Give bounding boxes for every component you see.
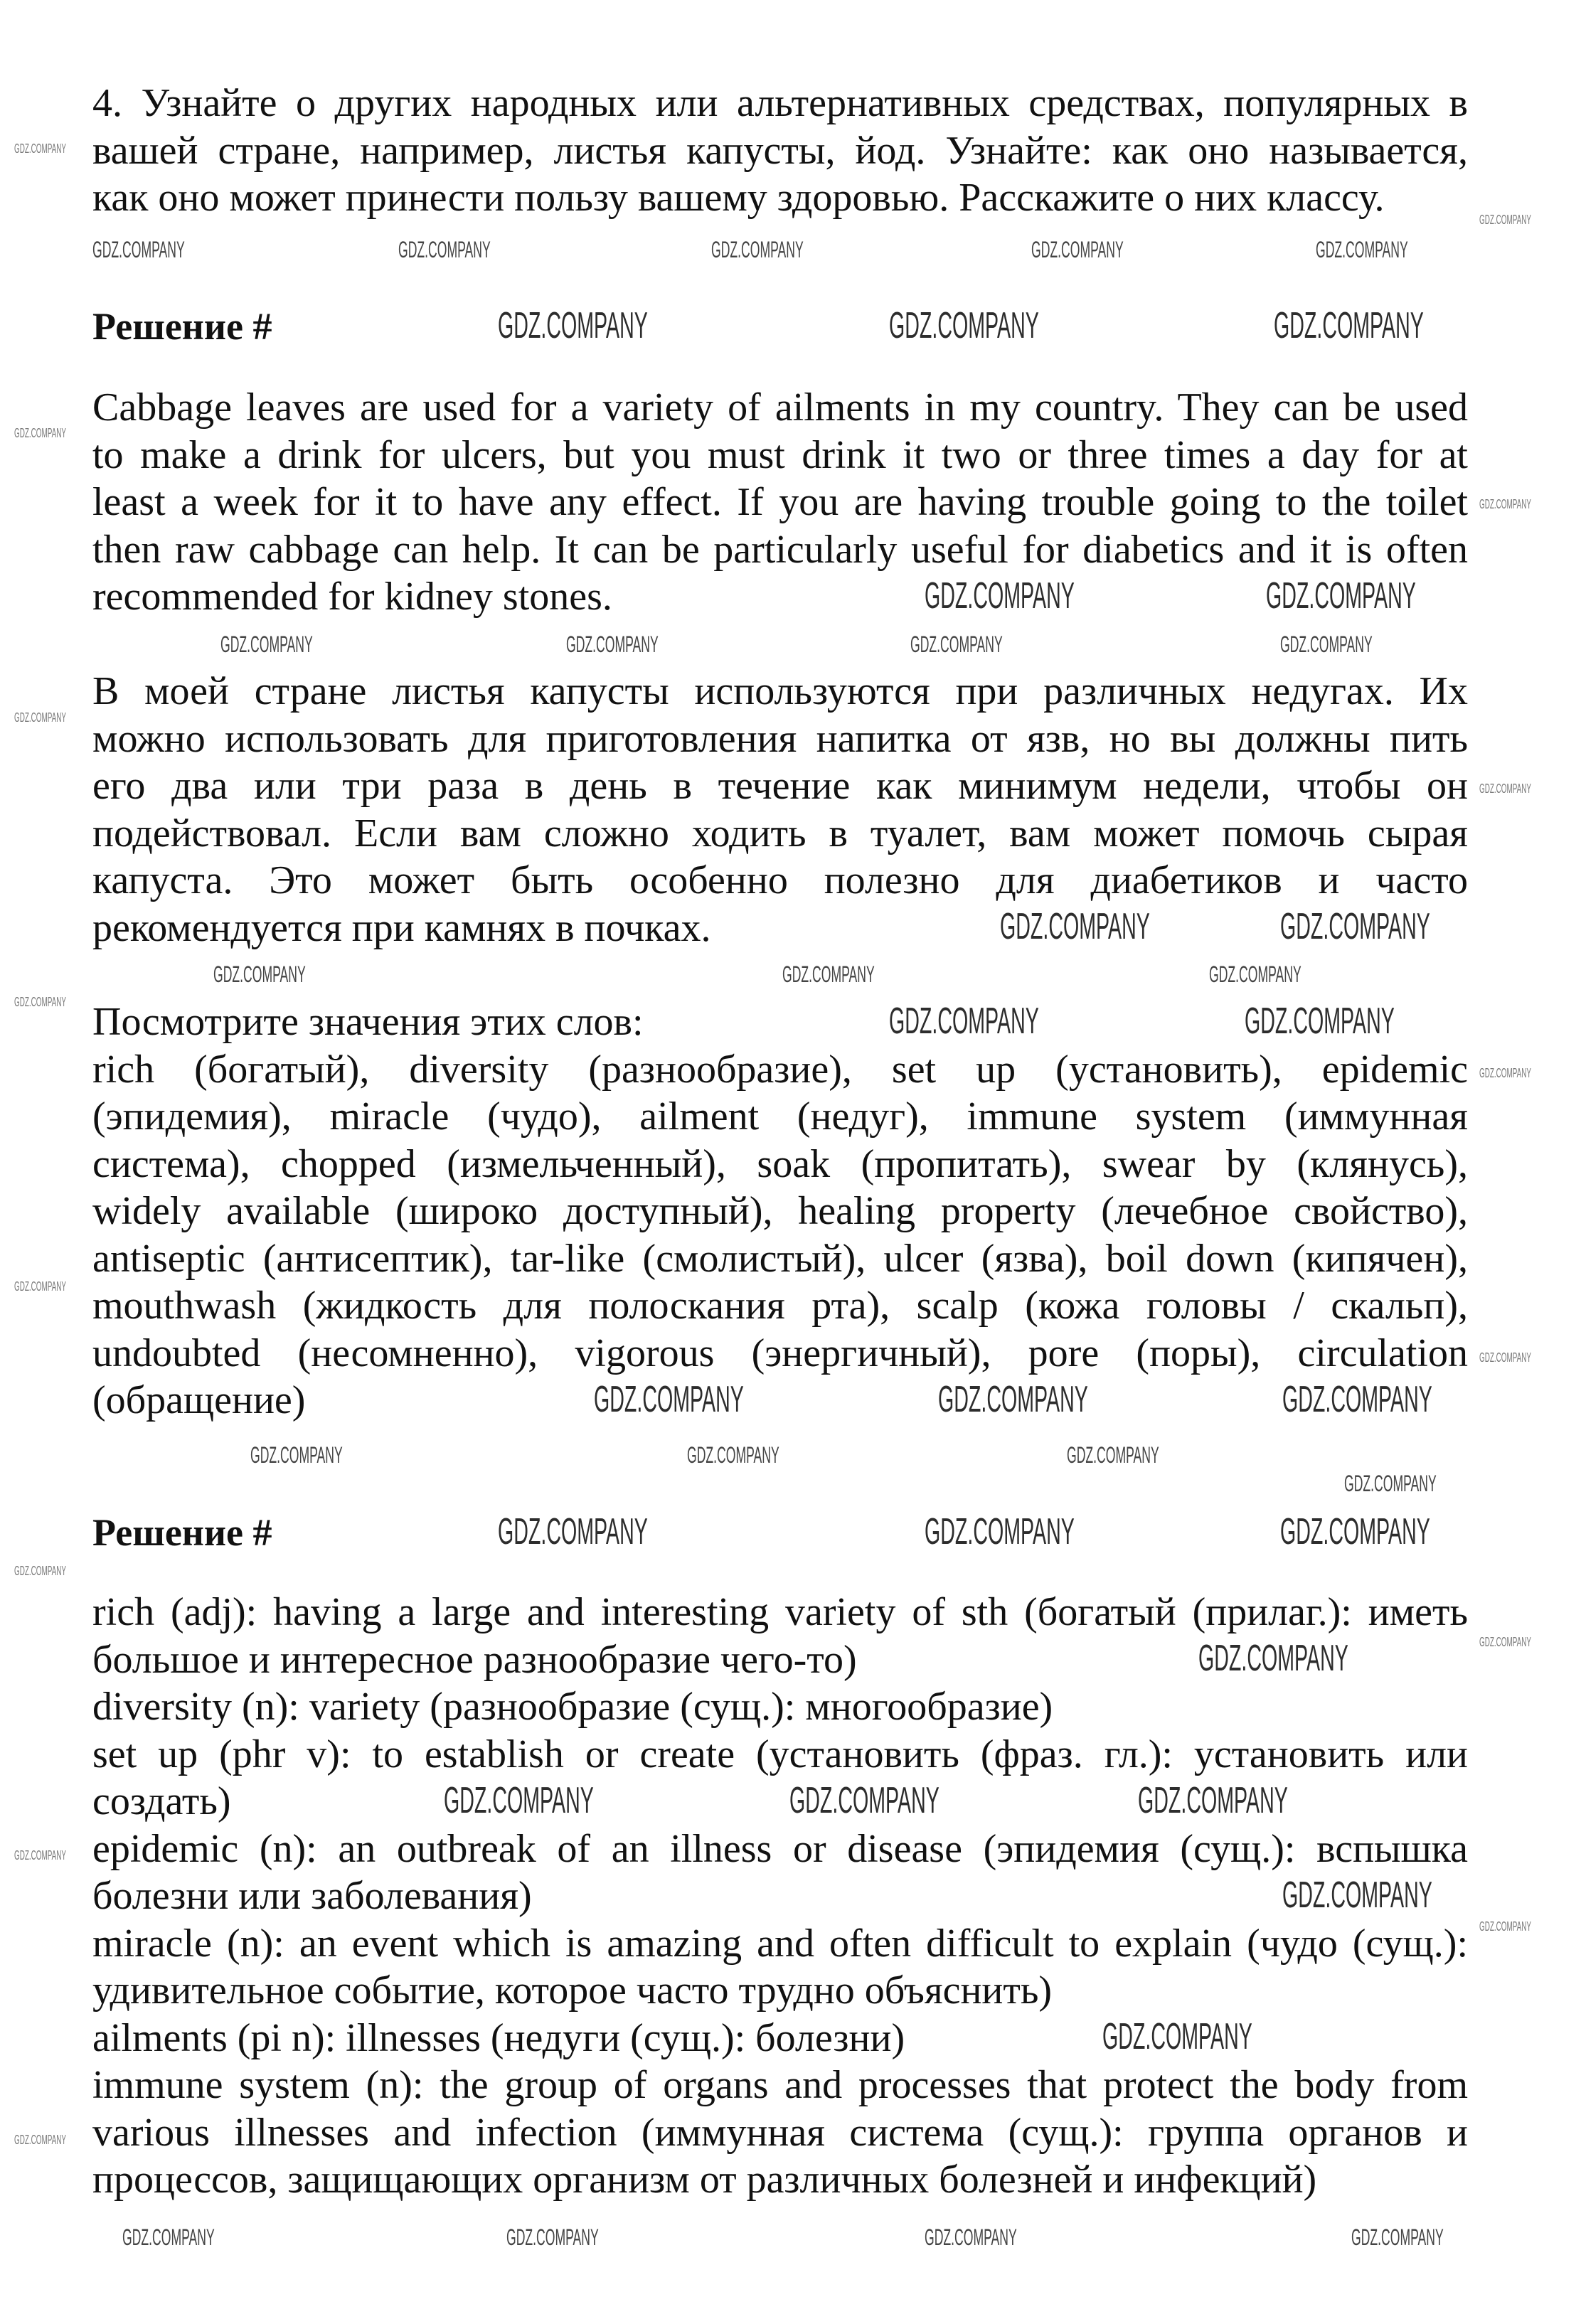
- watermark: GDZ.COMPANY: [1031, 237, 1124, 262]
- task-text: [92, 80, 1468, 222]
- text-line: процессов, защищающих организм от различных болезней и инфекций): [92, 2158, 1317, 2202]
- text-line: various illnesses and infection (иммунная система (сущ.): группа органов и: [92, 2110, 1468, 2155]
- text-line: then raw cabbage can help. It can be particularly useful for diabetics and it is often: [92, 527, 1468, 572]
- watermark: GDZ.COMPANY: [1000, 906, 1150, 947]
- text-line: diversity (n): variety (разнообразие (сущ.): многообразие): [92, 1685, 1053, 1729]
- watermark: GDZ.COMPANY: [925, 575, 1075, 617]
- text-line: least a week for it to have any effect. If you are having trouble going to the toilet: [92, 480, 1468, 524]
- watermark: GDZ.COMPANY: [498, 1511, 648, 1552]
- text-line: рекомендуется при камнях в почках.: [92, 905, 711, 950]
- watermark: GDZ.COMPANY: [1479, 1066, 1531, 1080]
- watermark: GDZ.COMPANY: [506, 2224, 599, 2250]
- text-line: set up (phr v): to establish or create (установить (фраз. гл.): установить или: [92, 1732, 1468, 1776]
- watermark: GDZ.COMPANY: [92, 237, 185, 262]
- text-line: (эпидемия), miracle (чудо), ailment (недуг), immune system (иммунная: [92, 1094, 1468, 1139]
- text-line: widely available (широко доступный), healing property (лечебное свойство),: [92, 1189, 1468, 1233]
- watermark: GDZ.COMPANY: [213, 961, 306, 987]
- text-line: mouthwash (жидкость для полоскания рта), scalp (кожа головы / скальп),: [92, 1284, 1468, 1328]
- watermark: GDZ.COMPANY: [889, 1001, 1039, 1042]
- watermark: GDZ.COMPANY: [1209, 961, 1301, 987]
- text-line: система), chopped (измельченный), soak (пропитать), swear by (клянусь),: [92, 1141, 1468, 1186]
- watermark: GDZ.COMPANY: [782, 961, 875, 987]
- watermark: GDZ.COMPANY: [1245, 1001, 1395, 1042]
- text-line: epidemic (n): an outbreak of an illness or disease (эпидемия (сущ.): вспышка: [92, 1826, 1468, 1871]
- watermark: GDZ.COMPANY: [1479, 213, 1531, 227]
- text-line: to make a drink for ulcers, but you must drink it two or three times a day for at: [92, 432, 1468, 477]
- vocab-intro: Посмотрите значения этих слов:: [92, 1000, 644, 1044]
- text-line: создать): [92, 1779, 231, 1823]
- text-line: подействовал. Если вам сложно ходить в туалет, вам может помочь сырая: [92, 811, 1468, 855]
- text-line: Cabbage leaves are used for a variety of ailments in my country. They can be used: [92, 385, 1468, 430]
- text-line: его два или три раза в день в течение как минимум недели, чтобы он: [92, 764, 1468, 808]
- watermark: GDZ.COMPANY: [1280, 1511, 1430, 1552]
- text-line: rich (богатый), diversity (разнообразие), set up (установить), epidemic: [92, 1047, 1468, 1092]
- watermark: GDZ.COMPANY: [250, 1442, 343, 1468]
- watermark: GDZ.COMPANY: [1344, 1471, 1437, 1496]
- watermark: GDZ.COMPANY: [910, 631, 1003, 657]
- text-line: можно использовать для приготовления напитка от язв, но вы должны пить: [92, 716, 1468, 761]
- solution-english-paragraph: [92, 384, 1468, 621]
- watermark: GDZ.COMPANY: [498, 305, 648, 346]
- watermark: GDZ.COMPANY: [14, 2133, 66, 2147]
- watermark: GDZ.COMPANY: [1316, 237, 1408, 262]
- watermark: GDZ.COMPANY: [14, 710, 66, 725]
- watermark: GDZ.COMPANY: [925, 1511, 1075, 1552]
- watermark: GDZ.COMPANY: [1138, 1780, 1288, 1821]
- watermark: GDZ.COMPANY: [1479, 782, 1531, 796]
- text-line: 4. Узнайте о других народных или альтернативных средствах, популярных в: [92, 81, 1468, 125]
- watermark: GDZ.COMPANY: [1479, 497, 1531, 511]
- watermark: GDZ.COMPANY: [14, 1848, 66, 1862]
- text-line: recommended for kidney stones.: [92, 575, 612, 619]
- watermark: GDZ.COMPANY: [1479, 1919, 1531, 1934]
- watermark: GDZ.COMPANY: [1282, 1379, 1432, 1420]
- watermark: GDZ.COMPANY: [687, 1442, 779, 1468]
- watermark: GDZ.COMPANY: [789, 1780, 939, 1821]
- watermark: GDZ.COMPANY: [1067, 1442, 1159, 1468]
- watermark: GDZ.COMPANY: [14, 142, 66, 156]
- watermark: GDZ.COMPANY: [711, 237, 804, 262]
- text-line: rich (adj): having a large and interesting variety of sth (богатый (прилаг.): иметь: [92, 1590, 1468, 1634]
- text-line: undoubted (несомненно), vigorous (энергичный), pore (поры), circulation: [92, 1331, 1468, 1375]
- watermark: GDZ.COMPANY: [220, 631, 313, 657]
- watermark: GDZ.COMPANY: [889, 305, 1039, 346]
- watermark: GDZ.COMPANY: [14, 995, 66, 1009]
- text-line: удивительное событие, которое часто трудно объяснить): [92, 1968, 1053, 2013]
- text-line: большое и интересное разнообразие чего-то): [92, 1637, 857, 1682]
- watermark: GDZ.COMPANY: [1198, 1638, 1348, 1679]
- watermark: GDZ.COMPANY: [122, 2224, 215, 2250]
- text-line: вашей стране, например, листья капусты, йод. Узнайте: как оно называется,: [92, 128, 1468, 173]
- text-line: immune system (n): the group of organs and processes that protect the body from: [92, 2063, 1468, 2107]
- watermark: GDZ.COMPANY: [1280, 631, 1373, 657]
- text-line: капуста. Это может быть особенно полезно для диабетиков и часто: [92, 858, 1468, 902]
- watermark: GDZ.COMPANY: [14, 1279, 66, 1294]
- text-line: miracle (n): an event which is amazing and often difficult to explain (чудо (сущ.):: [92, 1921, 1468, 1966]
- text-line: В моей стране листья капусты используются при различных недугах. Их: [92, 669, 1468, 713]
- text-line: ailments (pi n): illnesses (недуги (сущ.): болезни): [92, 2015, 905, 2060]
- watermark: GDZ.COMPANY: [1479, 1350, 1531, 1365]
- text-line: как оно может принести пользу вашему здоровью. Расскажите о них классу.: [92, 176, 1385, 220]
- watermark: GDZ.COMPANY: [1351, 2224, 1444, 2250]
- watermark: GDZ.COMPANY: [14, 426, 66, 440]
- text-line: болезни или заболевания): [92, 1874, 532, 1918]
- watermark: GDZ.COMPANY: [1102, 2016, 1252, 2057]
- watermark: GDZ.COMPANY: [938, 1379, 1088, 1420]
- watermark: GDZ.COMPANY: [1266, 575, 1416, 617]
- watermark: GDZ.COMPANY: [444, 1780, 594, 1821]
- definitions-list: [92, 1589, 1468, 2204]
- vocab-paragraph: [92, 998, 1468, 1424]
- watermark: GDZ.COMPANY: [1479, 1635, 1531, 1649]
- solution-heading-1: Решение #: [92, 305, 272, 348]
- solution-russian-paragraph: [92, 668, 1468, 952]
- watermark: GDZ.COMPANY: [566, 631, 659, 657]
- text-line: (обращение): [92, 1378, 306, 1422]
- watermark: GDZ.COMPANY: [925, 2224, 1017, 2250]
- watermark: GDZ.COMPANY: [1282, 1875, 1432, 1916]
- watermark: GDZ.COMPANY: [1280, 906, 1430, 947]
- watermark: GDZ.COMPANY: [398, 237, 491, 262]
- solution-heading-2: Решение #: [92, 1511, 272, 1554]
- watermark: GDZ.COMPANY: [594, 1379, 744, 1420]
- watermark: GDZ.COMPANY: [14, 1564, 66, 1578]
- watermark: GDZ.COMPANY: [1274, 305, 1424, 346]
- text-line: antiseptic (антисептик), tar-like (смолистый), ulcer (язва), boil down (кипячен),: [92, 1236, 1468, 1281]
